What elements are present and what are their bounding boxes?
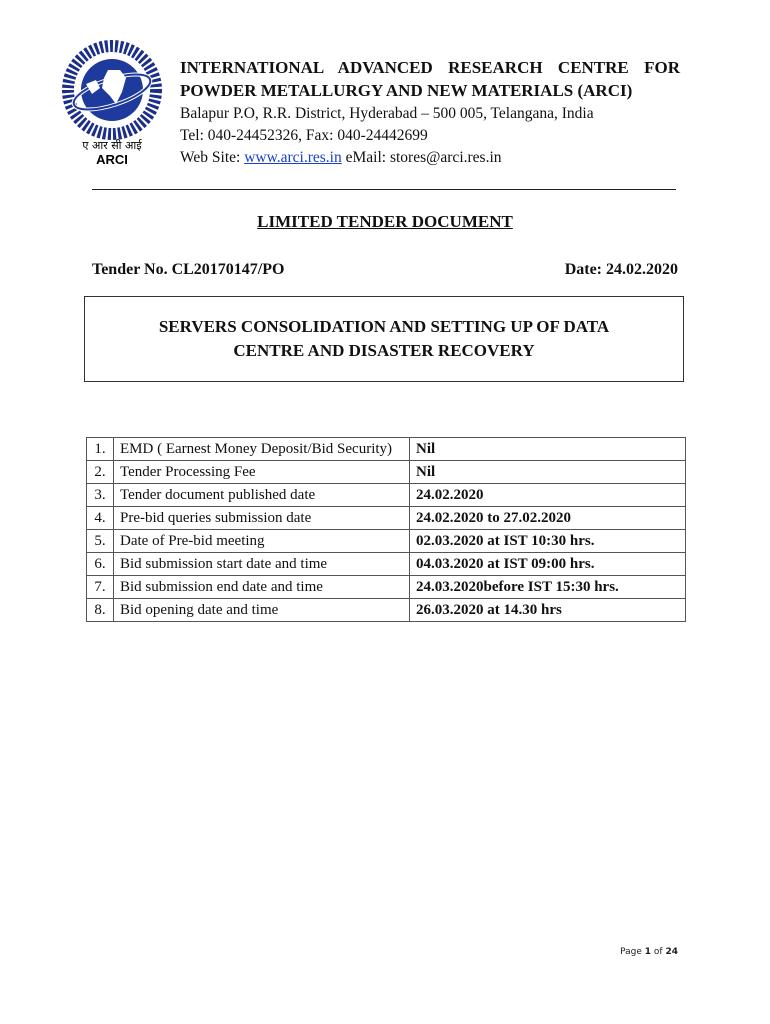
row-item: Tender Processing Fee (114, 461, 410, 484)
row-value: 04.03.2020 at IST 09:00 hrs. (410, 553, 686, 576)
row-item: Bid opening date and time (114, 599, 410, 622)
row-number: 1. (87, 438, 114, 461)
page-label: Page (620, 947, 642, 957)
row-value: Nil (410, 438, 686, 461)
row-value: 02.03.2020 at IST 10:30 hrs. (410, 530, 686, 553)
table-row (87, 576, 686, 599)
row-item: Date of Pre-bid meeting (114, 530, 410, 553)
web-label: Web Site: (180, 149, 245, 166)
row-item: Bid submission start date and time (114, 553, 410, 576)
row-item: Bid submission end date and time (114, 576, 410, 599)
row-number: 3. (87, 484, 114, 507)
arci-logo (56, 40, 168, 168)
row-number: 4. (87, 507, 114, 530)
page-footer (620, 947, 678, 957)
website-link[interactable]: www.arci.res.in (244, 149, 342, 166)
tender-number: Tender No. CL20170147/PO (92, 261, 285, 278)
table-row (87, 553, 686, 576)
row-item: Tender document published date (114, 484, 410, 507)
tender-subject: SERVERS CONSOLIDATION AND SETTING UP OF DATA CENTRE AND DISASTER RECOVERY (158, 317, 610, 360)
row-value: 26.03.2020 at 14.30 hrs (410, 599, 686, 622)
row-number: 7. (87, 576, 114, 599)
header-divider (92, 189, 676, 190)
table-row (87, 507, 686, 530)
organization-name: INTERNATIONAL ADVANCED RESEARCH CENTRE FOR POWDER METALLURGY AND NEW MATERIALS (ARCI) (180, 58, 680, 100)
table-row (87, 599, 686, 622)
document-title: LIMITED TENDER DOCUMENT (257, 212, 513, 231)
row-value: 24.02.2020 to 27.02.2020 (410, 507, 686, 530)
table-row (87, 438, 686, 461)
row-value: Nil (410, 461, 686, 484)
row-item: EMD ( Earnest Money Deposit/Bid Security) (114, 438, 410, 461)
logo-abbr: ARCI (96, 152, 128, 167)
page-number: 1 (644, 947, 652, 957)
table-row (87, 461, 686, 484)
logo-hindi-text: ए आर सी आई (82, 139, 142, 152)
row-number: 6. (87, 553, 114, 576)
of-label: of (653, 947, 663, 957)
row-number: 8. (87, 599, 114, 622)
tender-details-table (86, 437, 686, 622)
table-row (87, 530, 686, 553)
subject-box (84, 296, 684, 382)
row-value: 24.02.2020 (410, 484, 686, 507)
address-line: Balapur P.O, R.R. District, Hyderabad – 500 005, Telangana, India (180, 105, 594, 122)
contact-line (180, 147, 502, 169)
phone-fax-line: Tel: 040-24452326, Fax: 040-24442699 (180, 127, 428, 144)
row-number: 2. (87, 461, 114, 484)
row-value: 24.03.2020before IST 15:30 hrs. (410, 576, 686, 599)
row-number: 5. (87, 530, 114, 553)
email-text: eMail: stores@arci.res.in (341, 149, 502, 166)
page-total: 24 (665, 947, 678, 957)
tender-date: Date: 24.02.2020 (564, 261, 678, 278)
table-row (87, 484, 686, 507)
row-item: Pre-bid queries submission date (114, 507, 410, 530)
